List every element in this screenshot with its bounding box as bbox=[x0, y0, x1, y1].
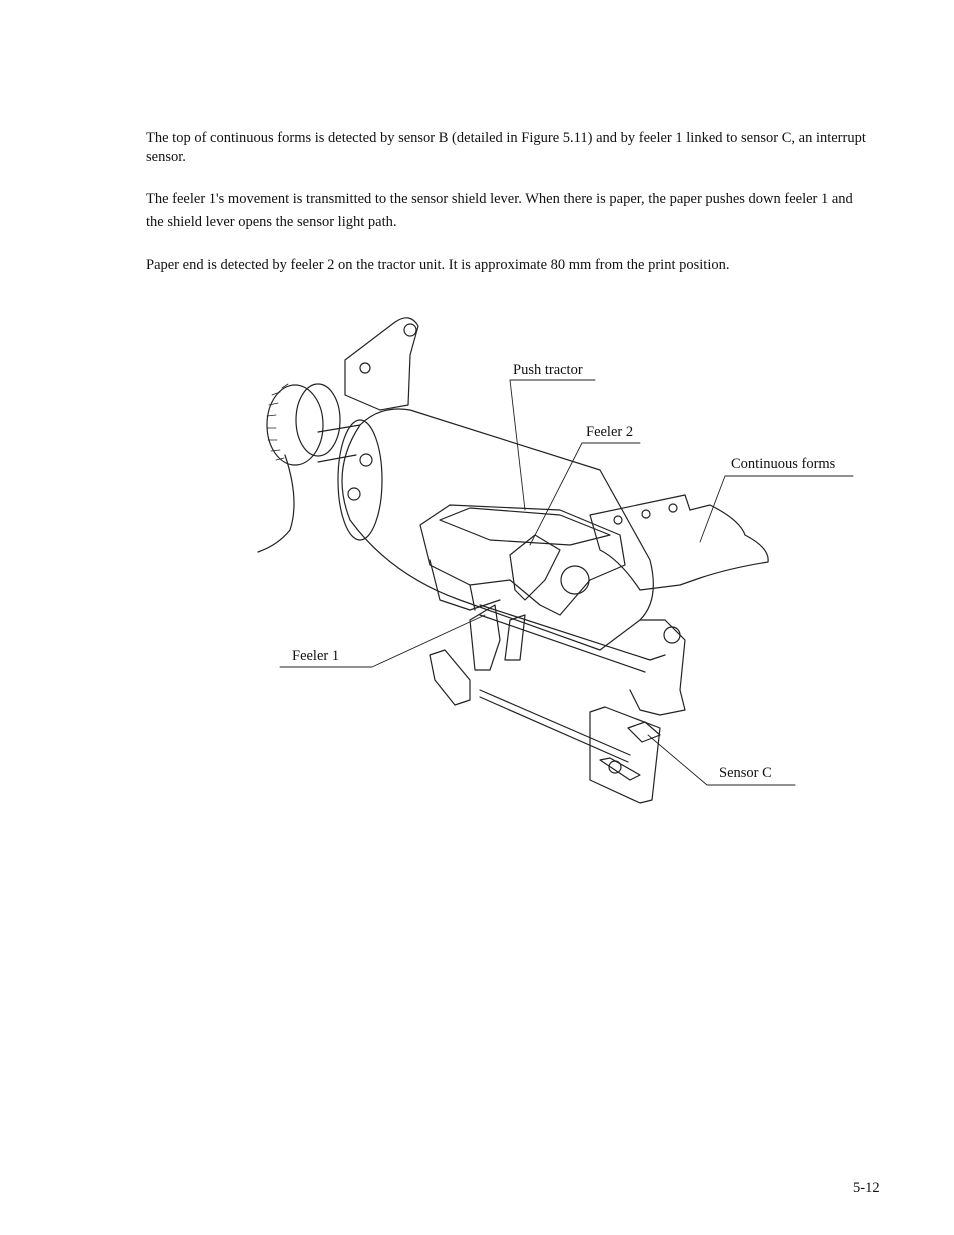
paragraph-top-of-form: The top of continuous forms is detected by sensor B (detailed in Figure 5.11) and by feeler 1 linked to sensor C, an interrupt sensor. bbox=[146, 130, 866, 165]
sprocket-hole-2 bbox=[642, 510, 650, 518]
side-frame-plate bbox=[345, 318, 418, 410]
label-feeler-2: Feeler 2 bbox=[586, 424, 634, 440]
tractor-gear bbox=[561, 566, 589, 594]
shield-shaft bbox=[480, 690, 630, 762]
tractor-lower bbox=[430, 560, 500, 610]
platen-knob bbox=[267, 385, 323, 465]
label-sensor-c: Sensor C bbox=[719, 765, 772, 781]
paragraph-paper-end: Paper end is detected by feeler 2 on the tractor unit. It is approximate 80 mm from the print position. bbox=[146, 257, 730, 273]
platen-knob-inner bbox=[296, 384, 340, 456]
sprocket-hole-1 bbox=[614, 516, 622, 524]
tractor-body bbox=[420, 505, 625, 615]
label-continuous-forms: Continuous forms bbox=[731, 456, 836, 472]
leader-feeler2 bbox=[530, 443, 640, 545]
continuous-paper bbox=[590, 495, 768, 590]
feeler1-bracket bbox=[430, 650, 470, 705]
knob-teeth bbox=[267, 384, 288, 460]
sprocket-hole-3 bbox=[669, 504, 677, 512]
sensor-c-connector bbox=[600, 758, 640, 780]
platen-drum-end bbox=[338, 420, 382, 540]
tractor-cover bbox=[440, 508, 610, 545]
drum-hole-1 bbox=[360, 454, 372, 466]
sensor-c-box bbox=[628, 722, 660, 742]
frame-hole-mid bbox=[360, 363, 370, 373]
front-bar-lower bbox=[480, 615, 645, 672]
feeler2-lever bbox=[510, 535, 560, 600]
front-bar bbox=[480, 605, 665, 660]
page-number: 5-12 bbox=[853, 1180, 880, 1196]
sensor-c-plate bbox=[590, 707, 660, 803]
paragraph-feeler-movement: The feeler 1's movement is transmitted to the sensor shield lever. When there is paper, the paper pushes down feeler 1 and the shield lever opens the sensor light path. bbox=[146, 191, 853, 230]
leader-continuous-forms bbox=[700, 476, 853, 542]
right-bracket bbox=[630, 620, 685, 715]
label-feeler-1: Feeler 1 bbox=[292, 648, 340, 664]
tractor-sensor-figure bbox=[250, 310, 870, 850]
hand-wire bbox=[258, 455, 294, 552]
bracket-hole bbox=[664, 627, 680, 643]
drum-hole-2 bbox=[348, 488, 360, 500]
label-push-tractor: Push tractor bbox=[513, 362, 583, 378]
frame-hole-top bbox=[404, 324, 416, 336]
